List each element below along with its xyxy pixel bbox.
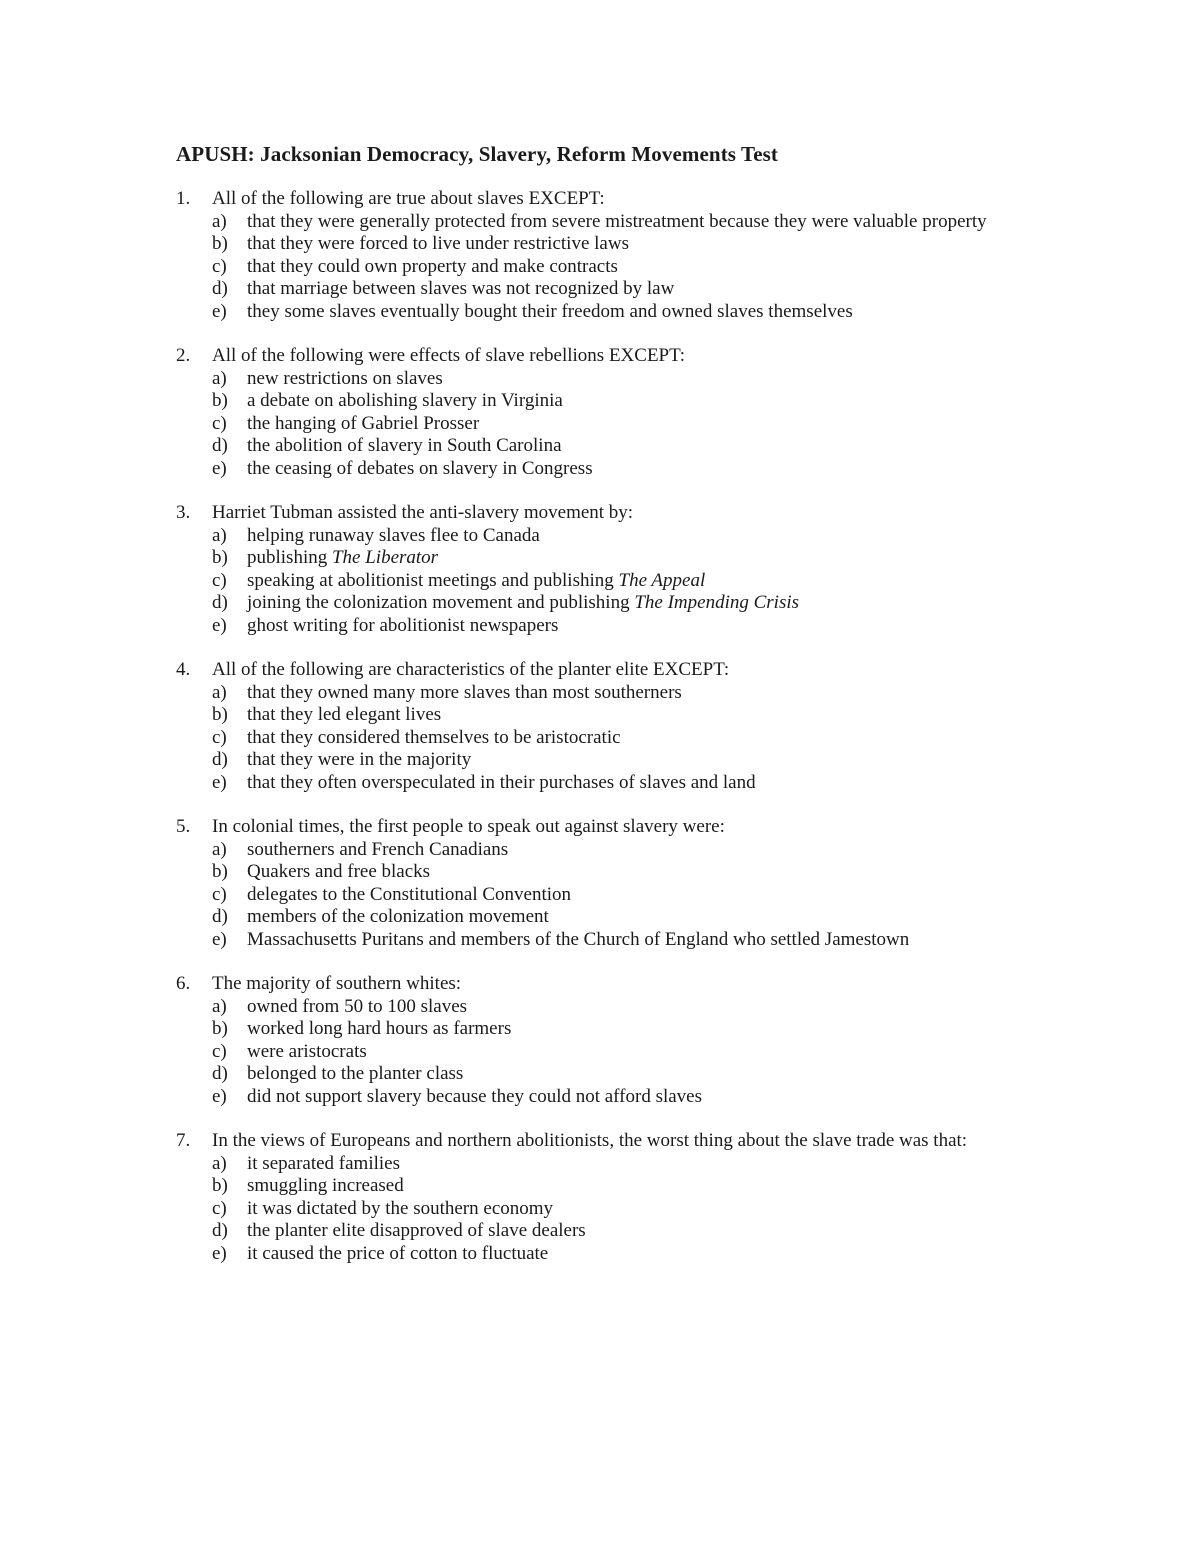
answer-option (176, 906, 1176, 929)
question (176, 188, 1176, 324)
answer-option (176, 301, 1176, 324)
option-text-segment: owned from 50 to 100 slaves (247, 995, 468, 1017)
option-letter: e) (212, 300, 227, 322)
question-prompt: In the views of Europeans and northern abolitionists, the worst thing about the slave trade was that: (212, 1130, 968, 1151)
option-letter: c) (212, 255, 227, 277)
option-letter: d) (212, 906, 228, 928)
option-letter: b) (212, 390, 228, 412)
option-letter: b) (212, 704, 228, 726)
answer-option (176, 211, 1176, 234)
answer-option (176, 749, 1176, 772)
option-letter: d) (212, 592, 228, 614)
option-letter: a) (212, 210, 227, 232)
question-prompt-line (176, 973, 1176, 996)
option-text-segment: that they could own property and make contracts (247, 255, 618, 277)
option-text (247, 301, 853, 324)
option-letter: e) (212, 1242, 227, 1264)
answer-option (176, 233, 1176, 256)
option-text-segment: joining the colonization movement and publishing (247, 592, 635, 614)
option-text (247, 390, 563, 413)
answer-option (176, 884, 1176, 907)
option-text (247, 1041, 367, 1064)
option-letter: e) (212, 1085, 227, 1107)
option-text (247, 458, 593, 481)
option-text-segment: southerners and French Canadians (247, 838, 509, 860)
option-text-segment: it separated families (247, 1152, 400, 1174)
question-prompt: All of the following are characteristics of the planter elite EXCEPT: (212, 659, 730, 680)
question-number: 4. (176, 659, 191, 680)
option-text-segment: that they often overspeculated in their purchases of slaves and land (247, 771, 756, 793)
question-number: 6. (176, 973, 191, 994)
answer-option (176, 929, 1176, 952)
question-number: 3. (176, 502, 191, 523)
option-text (247, 1063, 463, 1086)
question-prompt: In colonial times, the first people to speak out against slavery were: (212, 816, 725, 837)
answer-option (176, 1041, 1176, 1064)
answer-option (176, 727, 1176, 750)
option-text (247, 704, 441, 727)
option-text-segment: the planter elite disapproved of slave dealers (247, 1220, 586, 1242)
option-text-segment: Quakers and free blacks (247, 861, 431, 883)
answer-option (176, 1018, 1176, 1041)
option-text (247, 682, 682, 705)
answer-option (176, 839, 1176, 862)
option-text (247, 1018, 511, 1041)
option-letter: c) (212, 412, 227, 434)
option-letter: d) (212, 435, 228, 457)
option-letter: c) (212, 1197, 227, 1219)
question (176, 1130, 1176, 1266)
option-text (247, 211, 987, 234)
answer-option (176, 525, 1176, 548)
answer-option (176, 1243, 1176, 1266)
option-letter: c) (212, 883, 227, 905)
option-text-segment: did not support slavery because they could not afford slaves (247, 1085, 703, 1107)
option-text-segment: belonged to the planter class (247, 1063, 464, 1085)
option-letter: b) (212, 861, 228, 883)
option-text (247, 1175, 404, 1198)
option-text-italic-title: The Impending Crisis (634, 592, 800, 614)
question-prompt-line (176, 659, 1176, 682)
option-letter: e) (212, 928, 227, 950)
answer-option (176, 570, 1176, 593)
option-text (247, 1243, 548, 1266)
question (176, 659, 1176, 795)
answer-option (176, 704, 1176, 727)
option-text (247, 435, 562, 458)
page-title: APUSH: Jacksonian Democracy, Slavery, Reform Movements Test (176, 142, 778, 166)
option-text-segment: were aristocrats (247, 1040, 367, 1062)
question-prompt: All of the following are true about slaves EXCEPT: (212, 188, 605, 209)
option-text-segment: the abolition of slavery in South Carolina (247, 435, 562, 457)
answer-option (176, 1198, 1176, 1221)
option-text (247, 749, 471, 772)
option-text-italic-title: The Appeal (618, 569, 706, 591)
option-letter: a) (212, 367, 227, 389)
option-letter: c) (212, 1040, 227, 1062)
question (176, 502, 1176, 638)
option-text (247, 1153, 400, 1176)
option-text-segment: that they were in the majority (247, 749, 472, 771)
option-letter: e) (212, 457, 227, 479)
answer-option (176, 547, 1176, 570)
option-letter: b) (212, 233, 228, 255)
option-text-segment: that they considered themselves to be aristocratic (247, 726, 621, 748)
option-letter: b) (212, 1175, 228, 1197)
option-text-segment: the hanging of Gabriel Prosser (247, 412, 480, 434)
option-text-segment: new restrictions on slaves (247, 367, 443, 389)
option-text-segment: it caused the price of cotton to fluctuate (247, 1242, 549, 1264)
question-prompt-line (176, 816, 1176, 839)
option-text (247, 547, 438, 570)
option-letter: c) (212, 726, 227, 748)
answer-option (176, 1153, 1176, 1176)
option-text-segment: members of the colonization movement (247, 906, 549, 928)
option-letter: b) (212, 547, 228, 569)
option-text-segment: that they were forced to live under restrictive laws (247, 233, 629, 255)
option-text-segment: smuggling increased (247, 1175, 404, 1197)
option-letter: a) (212, 681, 227, 703)
question-prompt-line (176, 188, 1176, 211)
option-text-segment: that they were generally protected from severe mistreatment because they were valuable property (247, 210, 987, 232)
question-prompt: The majority of southern whites: (212, 973, 462, 994)
option-letter: e) (212, 614, 227, 636)
question (176, 345, 1176, 481)
option-letter: e) (212, 771, 227, 793)
option-letter: d) (212, 278, 228, 300)
option-text-segment: a debate on abolishing slavery in Virginia (247, 390, 563, 412)
option-text (247, 1220, 586, 1243)
option-text (247, 772, 756, 795)
option-text (247, 413, 479, 436)
option-text-segment: it was dictated by the southern economy (247, 1197, 554, 1219)
question (176, 973, 1176, 1109)
option-letter: d) (212, 749, 228, 771)
question-number: 5. (176, 816, 191, 837)
option-text (247, 233, 629, 256)
option-text-segment: worked long hard hours as farmers (247, 1018, 512, 1040)
answer-option (176, 1063, 1176, 1086)
option-text-segment: speaking at abolitionist meetings and publishing (247, 569, 619, 591)
answer-option (176, 615, 1176, 638)
option-text (247, 861, 430, 884)
option-text (247, 592, 799, 615)
option-letter: a) (212, 838, 227, 860)
answer-option (176, 772, 1176, 795)
question-prompt-line (176, 1130, 1176, 1153)
option-text-segment: the ceasing of debates on slavery in Congress (247, 457, 593, 479)
option-letter: a) (212, 524, 227, 546)
answer-option (176, 861, 1176, 884)
option-text (247, 929, 909, 952)
option-text (247, 1198, 553, 1221)
question-number: 2. (176, 345, 191, 366)
option-text (247, 884, 571, 907)
option-text (247, 368, 443, 391)
answer-option (176, 278, 1176, 301)
option-text (247, 996, 467, 1019)
option-text (247, 570, 705, 593)
option-text-segment: Massachusetts Puritans and members of the Church of England who settled Jamestown (247, 928, 910, 950)
answer-option (176, 390, 1176, 413)
question-prompt-line (176, 345, 1176, 368)
option-letter: c) (212, 569, 227, 591)
option-text (247, 1086, 702, 1109)
option-letter: d) (212, 1220, 228, 1242)
question-prompt: Harriet Tubman assisted the anti-slavery movement by: (212, 502, 634, 523)
answer-option (176, 1086, 1176, 1109)
question-number: 7. (176, 1130, 191, 1151)
option-letter: d) (212, 1063, 228, 1085)
option-text-segment: delegates to the Constitutional Convention (247, 883, 572, 905)
option-text-segment: helping runaway slaves flee to Canada (247, 524, 540, 546)
option-text-segment: that they owned many more slaves than most southerners (247, 681, 682, 703)
question (176, 816, 1176, 952)
answer-option (176, 996, 1176, 1019)
option-letter: b) (212, 1018, 228, 1040)
option-text (247, 839, 508, 862)
answer-option (176, 368, 1176, 391)
answer-option (176, 435, 1176, 458)
answer-option (176, 592, 1176, 615)
answer-option (176, 413, 1176, 436)
answer-option (176, 458, 1176, 481)
option-letter: a) (212, 995, 227, 1017)
option-text-segment: publishing (247, 547, 332, 569)
option-text (247, 525, 540, 548)
option-text-segment: they some slaves eventually bought their freedom and owned slaves themselves (247, 300, 853, 322)
option-text (247, 906, 549, 929)
option-text (247, 278, 674, 301)
option-text-segment: ghost writing for abolitionist newspapers (247, 614, 559, 636)
answer-option (176, 1220, 1176, 1243)
answer-option (176, 1175, 1176, 1198)
option-text-segment: that they led elegant lives (247, 704, 442, 726)
question-number: 1. (176, 188, 191, 209)
answer-option (176, 682, 1176, 705)
question-prompt-line (176, 502, 1176, 525)
answer-option (176, 256, 1176, 279)
option-text (247, 727, 621, 750)
option-text-italic-title: The Liberator (331, 547, 439, 569)
option-text-segment: that marriage between slaves was not recognized by law (247, 278, 675, 300)
question-prompt: All of the following were effects of slave rebellions EXCEPT: (212, 345, 686, 366)
option-text (247, 615, 558, 638)
option-letter: a) (212, 1152, 227, 1174)
option-text (247, 256, 618, 279)
